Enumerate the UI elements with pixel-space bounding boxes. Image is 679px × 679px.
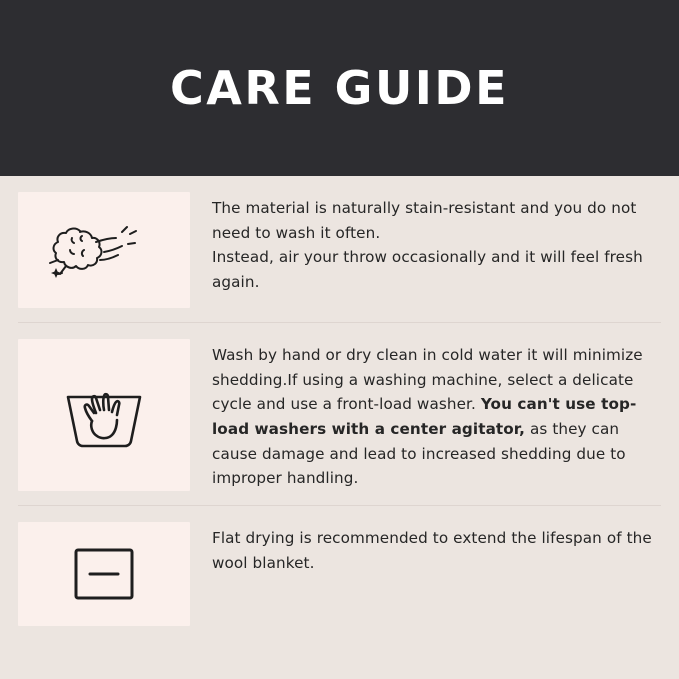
care-icon-box xyxy=(18,339,190,491)
care-icon-box xyxy=(18,192,190,308)
flat-dry-icon xyxy=(68,542,140,606)
care-text-segment: as they can cause damage and lead to increased shedding due to improper handling. xyxy=(212,419,626,488)
page-header xyxy=(0,0,679,176)
care-row-text xyxy=(212,522,661,575)
care-icon-box xyxy=(18,522,190,626)
care-row-text xyxy=(212,192,661,295)
care-text-emphasis: You can't use top-load washers with a center agitator, xyxy=(212,395,637,438)
care-text-segment: Wash by hand or dry clean in cold water it will minimize shedding.If using a washing machine, select a delicate cycle and use a front-load washer. xyxy=(212,346,643,414)
care-text-line: Flat drying is recommended to extend the lifespan of the wool blanket. xyxy=(212,529,652,572)
care-row-text xyxy=(212,339,661,491)
care-text-line: Instead, air your throw occasionally and it will feel fresh again. xyxy=(212,248,643,291)
sheep-stain-resistant-icon xyxy=(44,214,164,286)
care-row xyxy=(18,176,661,323)
care-text-line: The material is naturally stain-resistant and you do not need to wash it often. xyxy=(212,199,637,242)
care-row xyxy=(18,323,661,506)
page-title: CARE GUIDE xyxy=(169,61,510,115)
care-row xyxy=(18,506,661,640)
care-instructions-list xyxy=(0,176,679,679)
hand-wash-basin-icon xyxy=(58,377,150,453)
